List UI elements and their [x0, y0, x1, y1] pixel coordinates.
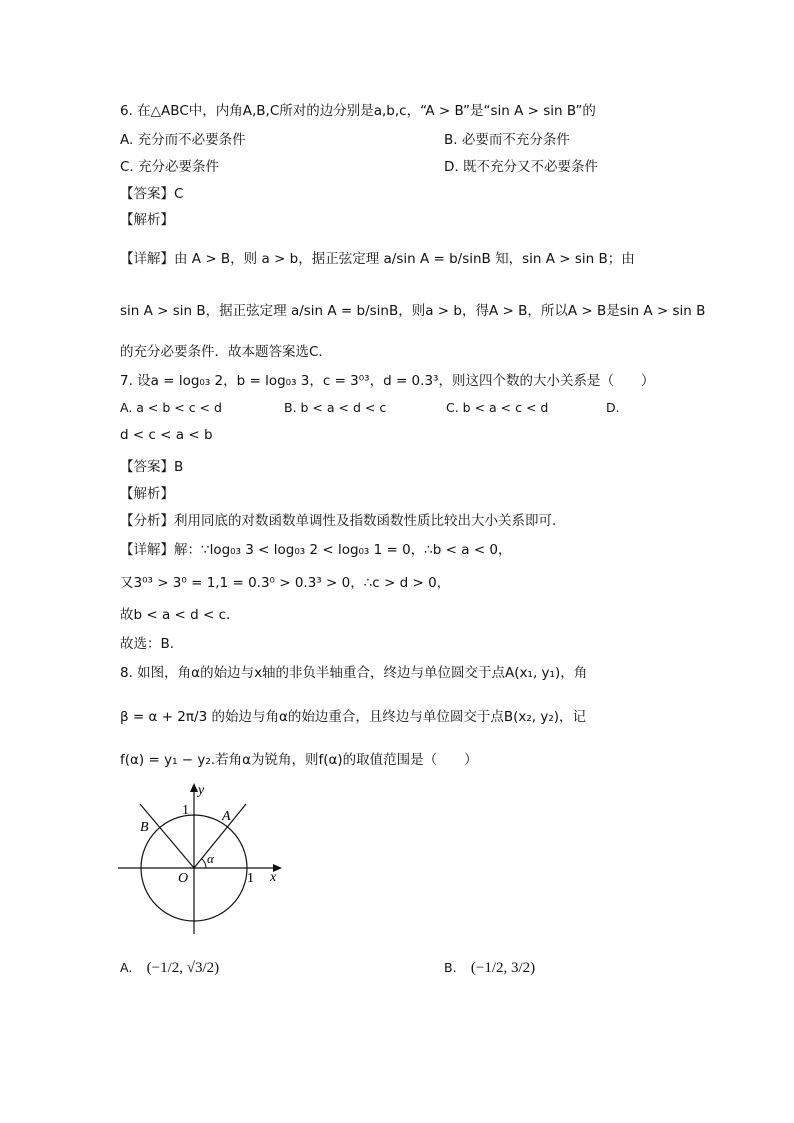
q6-detail-line1: 【详解】由 A > B，则 a > b，据正弦定理 a/sin A = b/sinB 知，sin A > sin B；由	[120, 251, 635, 267]
q6-option-d-label: D. 既不充分又不必要条件	[444, 159, 598, 175]
q6-detail-line2: sin A > sin B，据正弦定理 a/sin A = b/sinB，则a > b，得A > B，所以A > B是sin A > sin B	[120, 303, 706, 319]
q6-option-c	[120, 155, 219, 175]
q7-analysis-title: 【解析】	[120, 486, 174, 502]
q7-option-d-continued: d < c < a < b	[120, 427, 213, 443]
unit-circle-figure	[112, 778, 292, 938]
q6-option-c-label: C. 充分必要条件	[120, 159, 220, 175]
q7-option-d: D.	[606, 400, 620, 415]
q7-detail-line4: 故选：B.	[120, 636, 175, 652]
q7-option-c: C. b < a < c < d	[446, 400, 549, 415]
y-unit-label: 1	[182, 803, 189, 818]
q6-detail-line3: 的充分必要条件．故本题答案选C．	[120, 344, 332, 360]
q7-analysis-line: 【分析】利用同底的对数函数单调性及指数函数性质比较出大小关系即可.	[120, 513, 557, 529]
q8-option-a	[120, 960, 219, 977]
x-unit-label: 1	[247, 871, 254, 886]
q7-option-b: B. b < a < d < c	[284, 400, 387, 415]
y-axis-label: y	[198, 783, 205, 798]
point-b-label: B	[140, 820, 149, 835]
q8-stem-line2: β = α + 2π/3 的始边与角α的始边重合，且终边与单位圆交于点B(x₂, y₂)，记	[120, 709, 587, 725]
q8-option-b	[444, 960, 535, 977]
q6-option-d	[444, 155, 598, 175]
point-a-label: A	[222, 809, 231, 824]
q6-option-b-label: B. 必要而不充分条件	[444, 132, 570, 148]
y-axis-arrow	[190, 783, 198, 792]
q6-answer: 【答案】C	[120, 186, 184, 202]
q8-option-a-label: A.	[120, 960, 133, 975]
alpha-arc	[202, 859, 206, 868]
x-axis-label: x	[270, 870, 277, 885]
q8-option-b-expr: (−1/2, 3/2)	[470, 960, 536, 976]
q6-option-a-label: A. 充分而不必要条件	[120, 132, 246, 148]
alpha-label: α	[207, 851, 214, 866]
q6-stem-text: 6. 在△ABC中，内角A,B,C所对的边分别是a,b,c，“A > B”是“sin A > sin B”的	[120, 103, 596, 119]
q7-detail-line2: 又3⁰³ > 3⁰ = 1,1 = 0.3⁰ > 0.3³ > 0，∴c > d > 0，	[120, 575, 451, 591]
q6-option-a	[120, 128, 246, 148]
q8-stem-line1: 8. 如图，角α的始边与x轴的非负半轴重合，终边与单位圆交于点A(x₁, y₁)，角	[120, 665, 588, 681]
q7-answer: 【答案】B	[120, 459, 184, 475]
q6-analysis-title: 【解析】	[120, 212, 174, 228]
q6-stem	[120, 99, 596, 119]
q7-detail-line3: 故b < a < d < c．	[120, 607, 240, 623]
q8-option-a-expr: (−1/2, √3/2)	[146, 960, 220, 976]
q7-stem: 7. 设a = log₀₃ 2，b = log₀₃ 3，c = 3⁰³，d = 0.3³，则这四个数的大小关系是（ ）	[120, 373, 655, 389]
origin-label: O	[178, 871, 189, 886]
q8-option-b-label: B.	[444, 960, 457, 975]
q8-stem-line3: f(α) = y₁ − y₂.若角α为锐角，则f(α)的取值范围是（ ）	[120, 752, 478, 768]
q7-option-a: A. a < b < c < d	[120, 400, 222, 415]
terminal-side-a	[194, 804, 246, 868]
q6-option-b	[444, 128, 570, 148]
q7-detail-line1: 【详解】解：∵log₀₃ 3 < log₀₃ 2 < log₀₃ 1 = 0，∴b < a < 0，	[120, 542, 512, 558]
